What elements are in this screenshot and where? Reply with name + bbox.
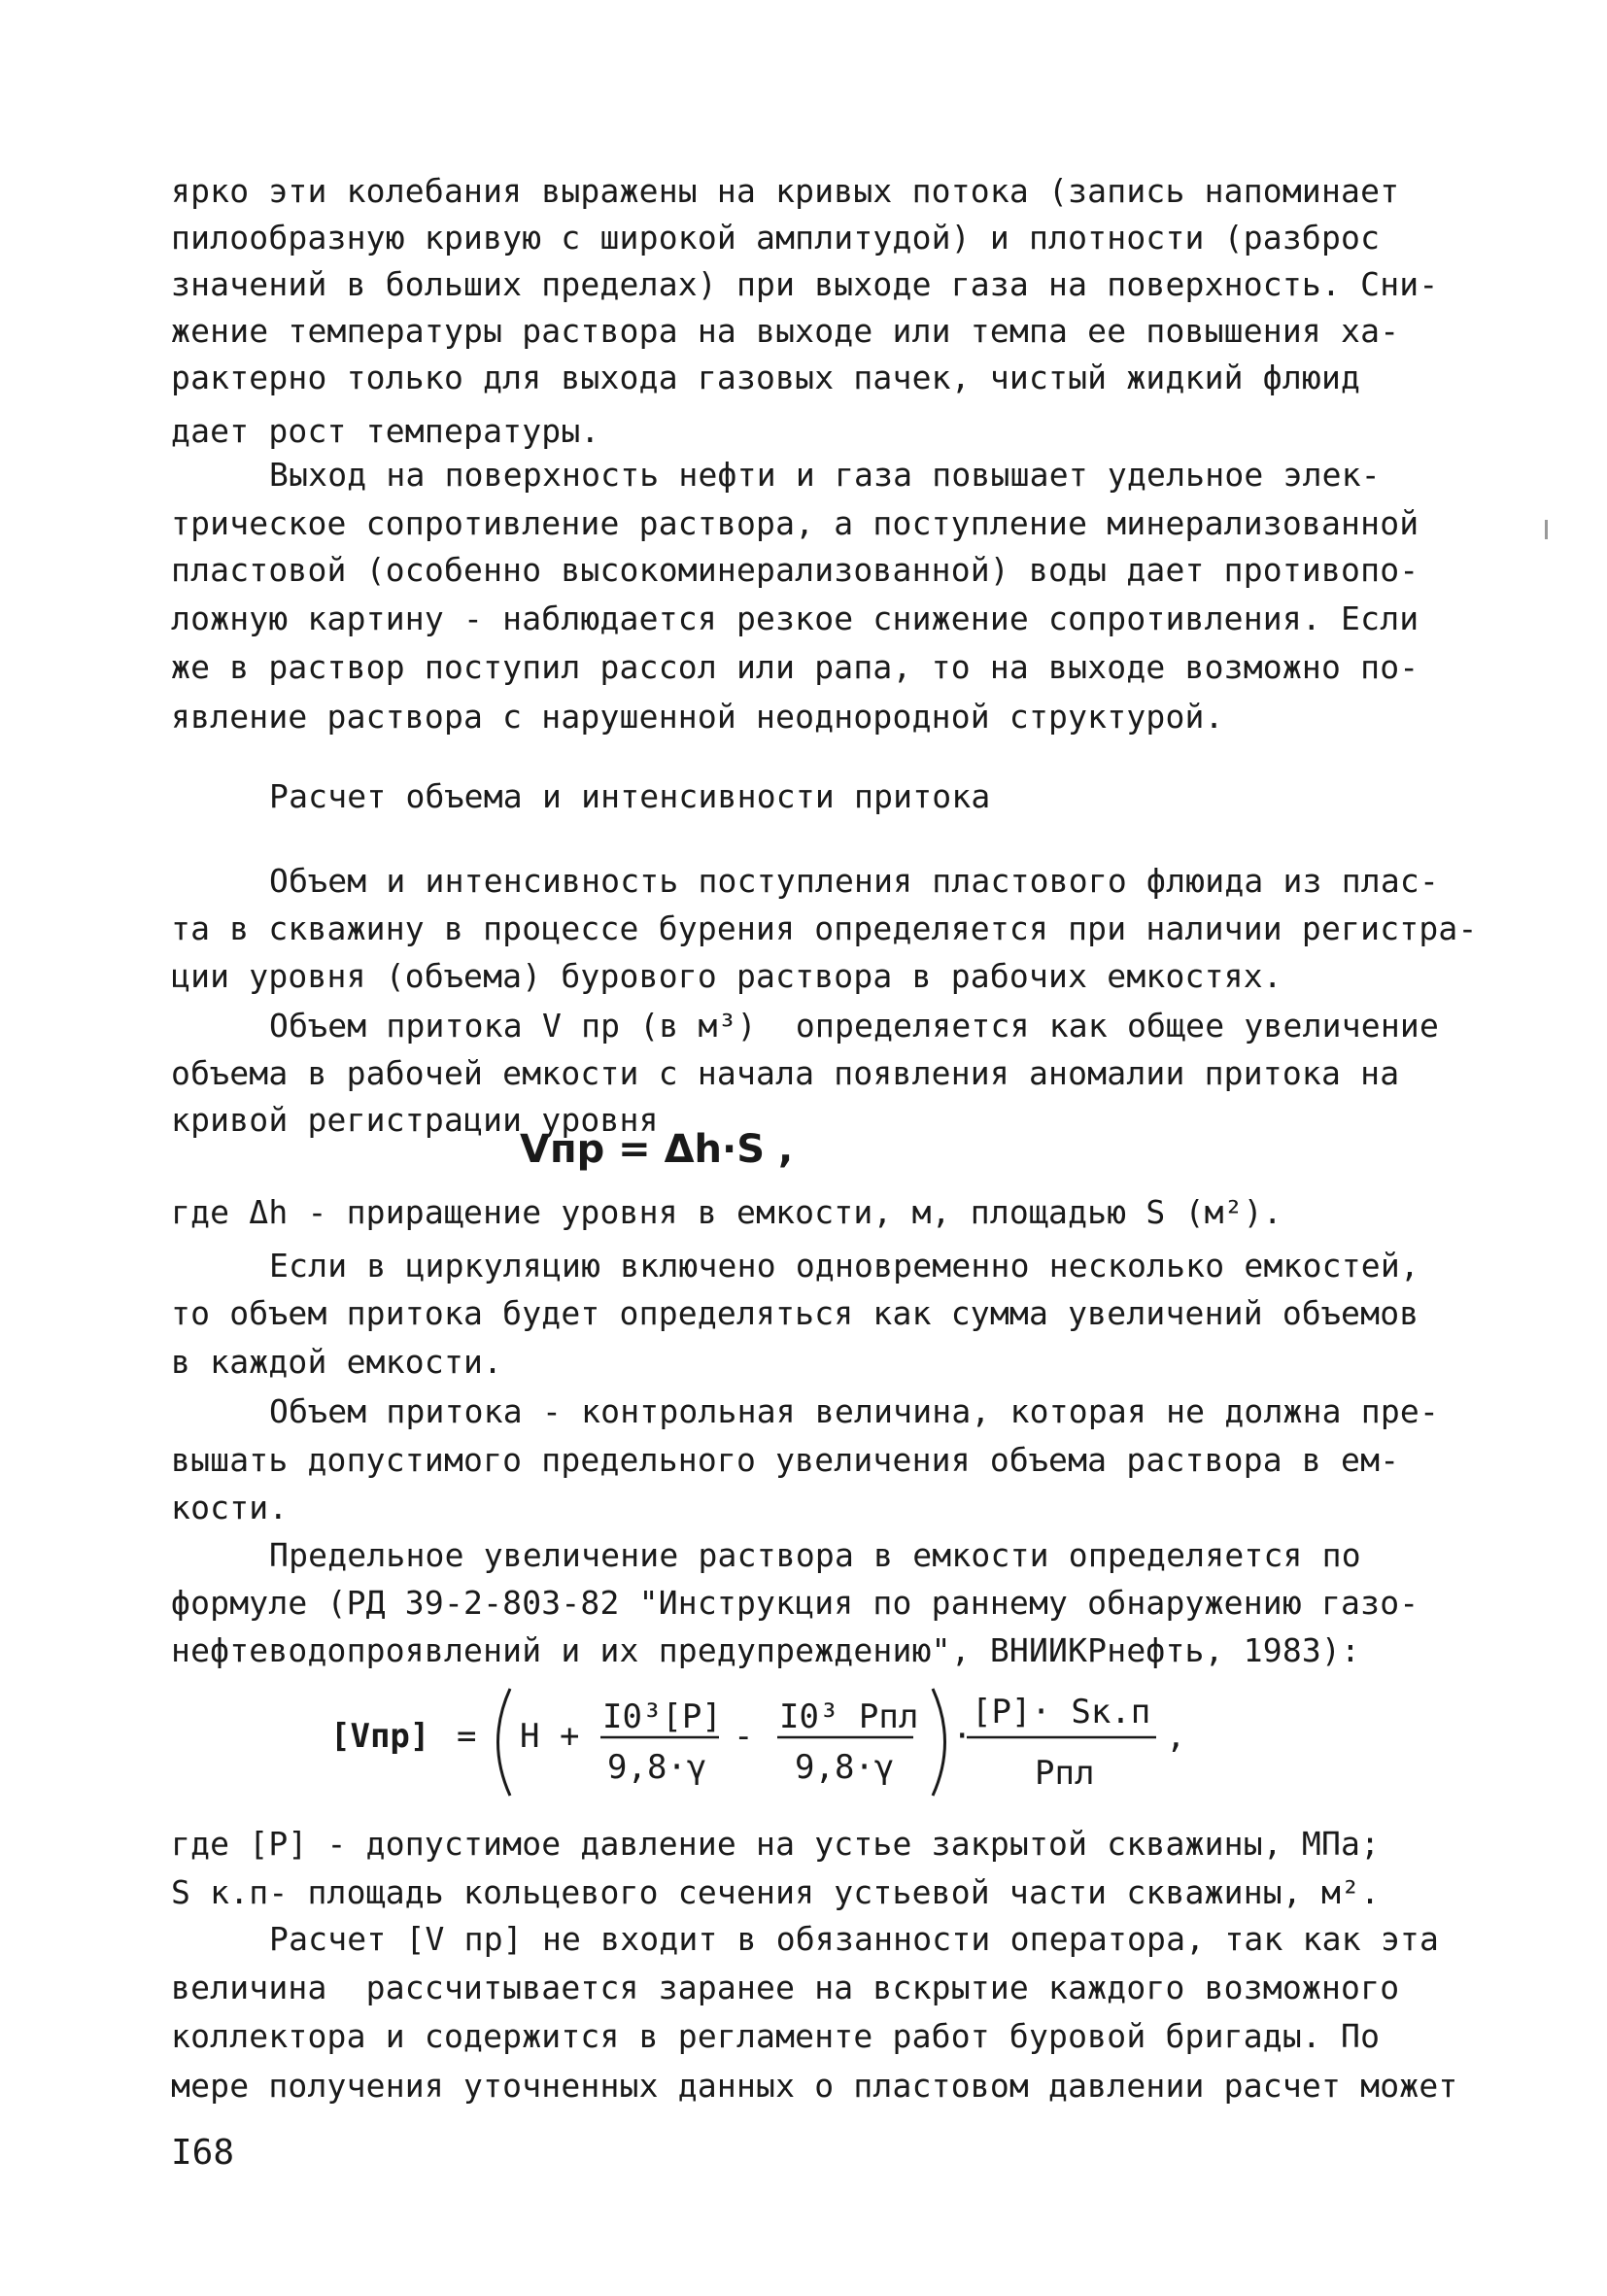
text-line: формуле (РД 39-2-803-82 "Инструкция по раннему обнаружению газо- [171, 1584, 1419, 1622]
text-line: кости. [171, 1489, 289, 1526]
text-line: Расчет [V пр] не входит в обязанности оператора, так как эта [269, 1920, 1440, 1958]
formula-volume: Vпр = Δh·S , [520, 1127, 794, 1172]
text-line: S к.п- площадь кольцевого сечения устьевой части скважины, м². [171, 1873, 1381, 1911]
text-line: Объем притока V пр (в м³) определяется как общее увеличение [269, 1007, 1440, 1045]
text-line: вышать допустимого предельного увеличения объема раствора в ем- [171, 1441, 1400, 1479]
frac1-numerator: I0³[P] [602, 1697, 722, 1736]
text-line: Предельное увеличение раствора в емкости определяется по [269, 1536, 1361, 1574]
frac1-denominator: 9,8·γ [607, 1748, 707, 1787]
text-line: дает рост температуры. [171, 412, 600, 450]
text-line: жение температуры раствора на выходе или темпа ее повышения ха- [171, 312, 1400, 350]
formula-h: H + [520, 1717, 580, 1756]
text-line: то объем притока будет определяться как сумма увеличений объемов [171, 1294, 1419, 1332]
text-line: трическое сопротивление раствора, а поступление минерализованной [171, 504, 1419, 542]
text-line: величина рассчитывается заранее на вскрытие каждого возможного [171, 1969, 1400, 2006]
text-line: пилообразную кривую с широкой амплитудой) и плотности (разброс [171, 219, 1381, 257]
text-line: Объем притока - контрольная величина, которая не должна пре- [269, 1392, 1440, 1430]
frac2-denominator: 9,8·γ [795, 1748, 895, 1787]
formula-limit-increase [330, 1669, 1205, 1815]
text-line: же в раствор поступил рассол или рапа, то на выходе возможно по- [171, 648, 1419, 686]
text-line: где [P] - допустимое давление на устье закрытой скважины, МПа; [171, 1825, 1381, 1863]
text-line: нефтеводопроявлений и их предупреждению", ВНИИКРнефть, 1983): [171, 1631, 1361, 1669]
right-paren [933, 1689, 945, 1796]
formula-minus: - [734, 1717, 754, 1756]
formula-tail: , [1166, 1717, 1186, 1756]
formula-lhs: [Vпр] [330, 1717, 430, 1756]
scan-mark [1545, 520, 1548, 539]
text-line: ложную картину - наблюдается резкое снижение сопротивления. Если [171, 600, 1419, 637]
dot: · [952, 1717, 973, 1756]
text-line: коллектора и содержится в регламенте работ буровой бригады. По [171, 2017, 1381, 2055]
text-line: явление раствора с нарушенной неоднородной структурой. [171, 698, 1224, 736]
text-line: значений в больших пределах) при выходе газа на поверхность. Сни- [171, 265, 1439, 303]
text-line: ции уровня (объема) бурового раствора в рабочих емкостях. [171, 957, 1282, 995]
text-line: Если в циркуляцию включено одновременно несколько емкостей, [269, 1247, 1419, 1285]
text-line: Объем и интенсивность поступления пластового флюида из плас- [269, 862, 1440, 900]
text-line: в каждой емкости. [171, 1343, 503, 1381]
text-line: объема в рабочей емкости с начала появления аномалии притока на [171, 1054, 1400, 1092]
section-heading: Расчет объема и интенсивности притока [269, 777, 991, 815]
text-line: ярко эти колебания выражены на кривых потока (запись напоминает [171, 172, 1400, 210]
frac3-numerator: [P]· Sк.п [972, 1693, 1151, 1731]
frac2-numerator: I0³ Pпл [779, 1697, 919, 1736]
left-paren [498, 1689, 511, 1796]
text-line: где Δh - приращение уровня в емкости, м, площадью S (м²). [171, 1193, 1282, 1231]
text-line: Выход на поверхность нефти и газа повышает удельное элек- [269, 456, 1381, 494]
text-line: кривой регистрации уровня [171, 1101, 659, 1139]
text-line: рактерно только для выхода газовых пачек, чистый жидкий флюид [171, 359, 1361, 396]
formula-eq: = [457, 1717, 477, 1756]
text-line: мере получения уточненных данных о пластовом давлении расчет может [171, 2067, 1458, 2105]
text-line: та в скважину в процессе бурения определяется при наличии регистра- [171, 909, 1478, 947]
formula-svg [330, 1669, 1205, 1815]
frac3-denominator: Pпл [1035, 1754, 1095, 1793]
page-number: I68 [171, 2133, 235, 2173]
text-line: пластовой (особенно высокоминерализованной) воды дает противопо- [171, 551, 1419, 589]
